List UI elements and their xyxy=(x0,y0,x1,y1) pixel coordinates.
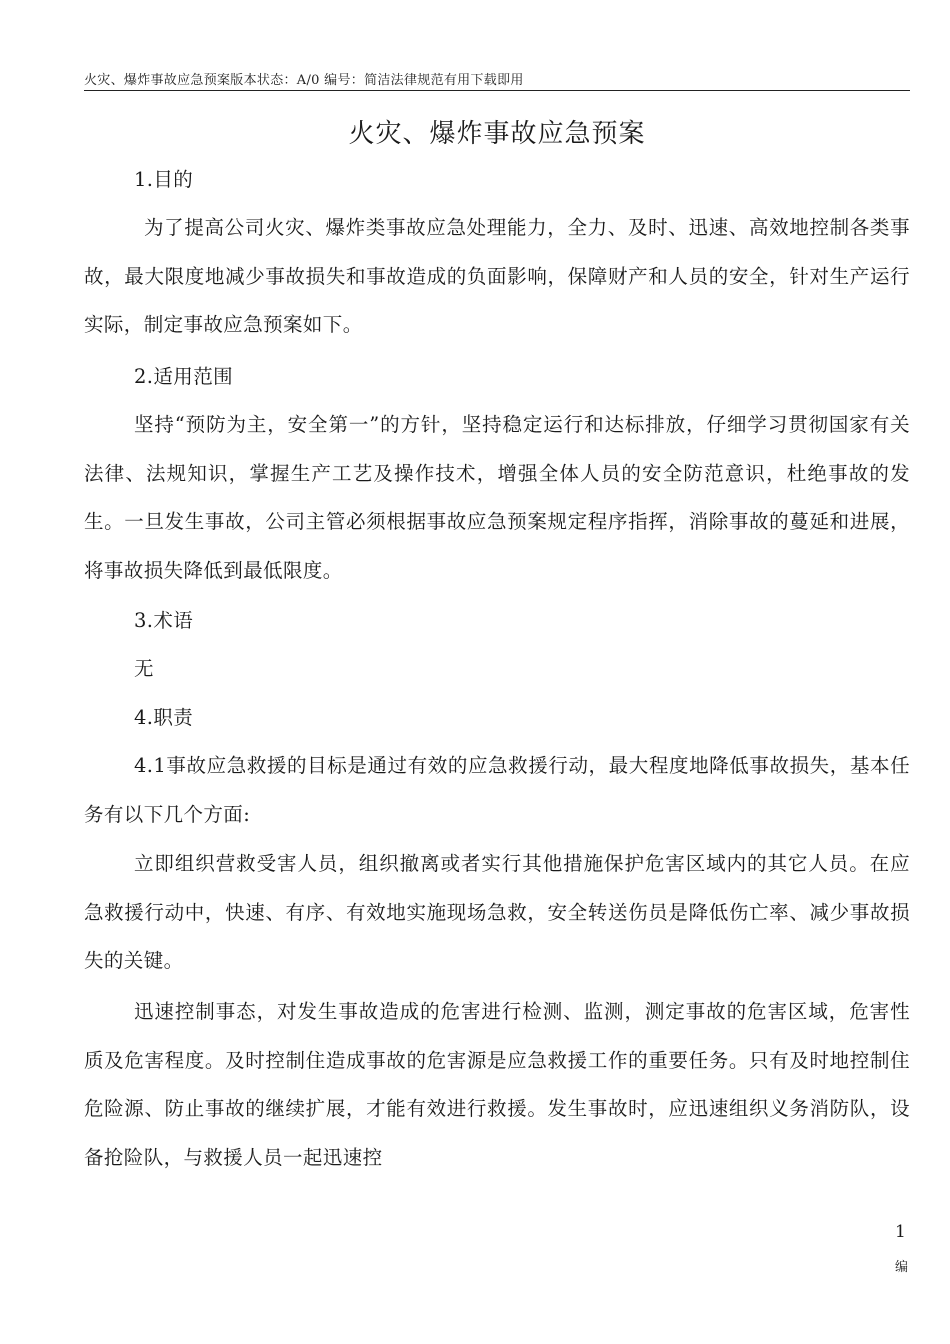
section-heading-scope: 2.适用范围 xyxy=(134,365,234,388)
document-title: 火灾、爆炸事故应急预案 xyxy=(348,119,646,149)
paragraph-terms: 无 xyxy=(134,657,154,680)
paragraph-control: 迅速控制事态，对发生事故造成的危害进行检测、监测，测定事故的危害区域，危害性质及危害程度。及时控制住造成事故的危害源是应急救援工作的重要任务。只有及时地控制住危险源、防止事故的继续扩展，才能有效进行救援。发生事故时，应迅速组织义务消防队，设备抢险队，与救援人员一起迅速控 xyxy=(84,1000,910,1169)
footer-note: 编 xyxy=(895,1260,909,1275)
page-number: 1 xyxy=(895,1222,906,1242)
paragraph-rescue: 立即组织营救受害人员，组织撤离或者实行其他措施保护危害区域内的其它人员。在应急救援行动中，快速、有序、有效地实施现场急救，安全转送伤员是降低伤亡率、减少事故损失的关键。 xyxy=(84,852,910,972)
paragraph-scope: 坚持“预防为主，安全第一”的方针，坚持稳定运行和达标排放，仔细学习贯彻国家有关法律、法规知识，掌握生产工艺及操作技术，增强全体人员的安全防范意识，杜绝事故的发生。一旦发生事故，公司主管必须根据事故应急预案规定程序指挥，消除事故的蔓延和进展，将事故损失降低到最低限度。 xyxy=(84,413,910,582)
paragraph-duties-4-1: 4.1事故应急救援的目标是通过有效的应急救援行动，最大程度地降低事故损失，基本任务有以下几个方面: xyxy=(84,754,910,826)
section-heading-terms: 3.术语 xyxy=(134,609,194,632)
header-divider xyxy=(84,90,910,91)
paragraph-purpose: 为了提高公司火灾、爆炸类事故应急处理能力，全力、及时、迅速、高效地控制各类事故，最大限度地减少事故损失和事故造成的负面影响，保障财产和人员的安全，针对生产运行实际，制定事故应急预案如下。 xyxy=(84,216,910,336)
section-heading-purpose: 1.目的 xyxy=(134,168,194,191)
page-header: 火灾、爆炸事故应急预案版本状态：A/0 编号：简洁法律规范有用下载即用 xyxy=(84,73,524,88)
section-heading-duties: 4.职责 xyxy=(134,706,194,729)
